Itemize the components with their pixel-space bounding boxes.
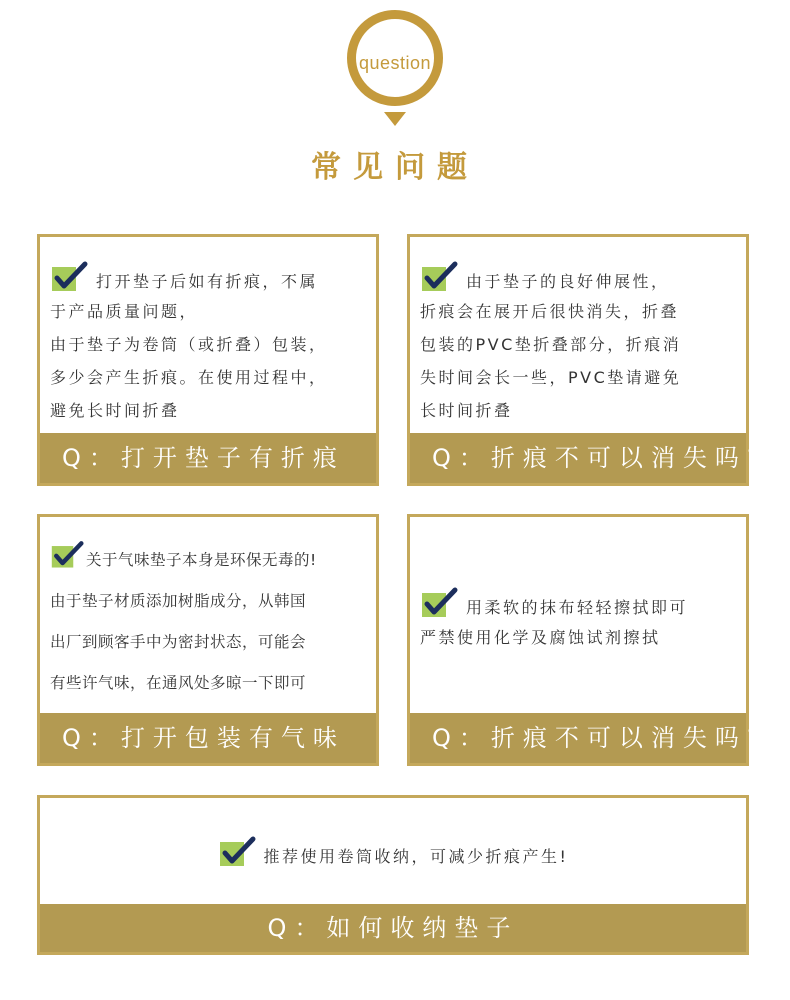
checkmark-icon <box>420 261 458 293</box>
card-line: 由于垫子材质添加树脂成分，从韩国 <box>50 592 307 610</box>
page-title: 常见问题 <box>311 150 479 185</box>
card-line: 关于气味垫子本身是环保无毒的! <box>50 539 368 581</box>
card-body <box>420 587 738 655</box>
question-bar: Q：如何收纳垫子 <box>40 904 746 952</box>
card-line: 用柔软的抹布轻轻擦拭即可 <box>420 587 738 621</box>
checkmark-icon <box>218 836 256 868</box>
card-line: 推荐使用卷筒收纳，可减少折痕产生! <box>40 836 746 870</box>
card-line: 多少会产生折痕。在使用过程中， <box>50 368 328 387</box>
faq-card-odor <box>37 514 379 766</box>
card-line: 包装的PVC垫折叠部分，折痕消 <box>420 335 682 354</box>
faq-card-storage <box>37 795 749 955</box>
badge-pointer <box>384 112 406 126</box>
card-line: 于产品质量问题， <box>50 302 199 321</box>
faq-card-crease-disappear <box>407 234 768 486</box>
card-body <box>50 261 368 427</box>
card-line: 避免长时间折叠 <box>50 401 180 420</box>
card-line: 由于垫子的良好伸展性， <box>420 261 738 295</box>
card-line: 打开垫子后如有折痕，不属 <box>50 261 368 295</box>
card-line: 失时间会长一些，PVC垫请避免 <box>420 368 682 387</box>
question-bar: Q：打开包装有气味 <box>40 713 376 763</box>
card-line: 出厂到顾客手中为密封状态，可能会 <box>50 633 307 651</box>
card-line: 长时间折叠 <box>420 401 513 420</box>
badge-text: question <box>358 53 432 73</box>
card-body <box>50 539 368 704</box>
faq-card-creases <box>37 234 379 486</box>
checkmark-icon <box>50 261 88 293</box>
question-bar: Q：折痕不可以消失吗? <box>410 433 746 483</box>
question-bar: Q：折痕不可以消失吗? <box>410 713 746 763</box>
card-line: 折痕会在展开后很快消失，折叠 <box>420 302 680 321</box>
checkmark-icon <box>50 539 84 571</box>
question-bar: Q：打开垫子有折痕 <box>40 433 376 483</box>
checkmark-icon <box>420 587 458 619</box>
card-line: 由于垫子为卷筒（或折叠）包装， <box>50 335 328 354</box>
question-badge <box>347 10 443 106</box>
card-line: 有些许气味，在通风处多晾一下即可 <box>50 674 307 692</box>
card-body <box>40 836 746 870</box>
card-body <box>420 261 738 427</box>
card-line: 严禁使用化学及腐蚀试剂擦拭 <box>420 628 661 647</box>
faq-card-cleaning <box>407 514 768 766</box>
